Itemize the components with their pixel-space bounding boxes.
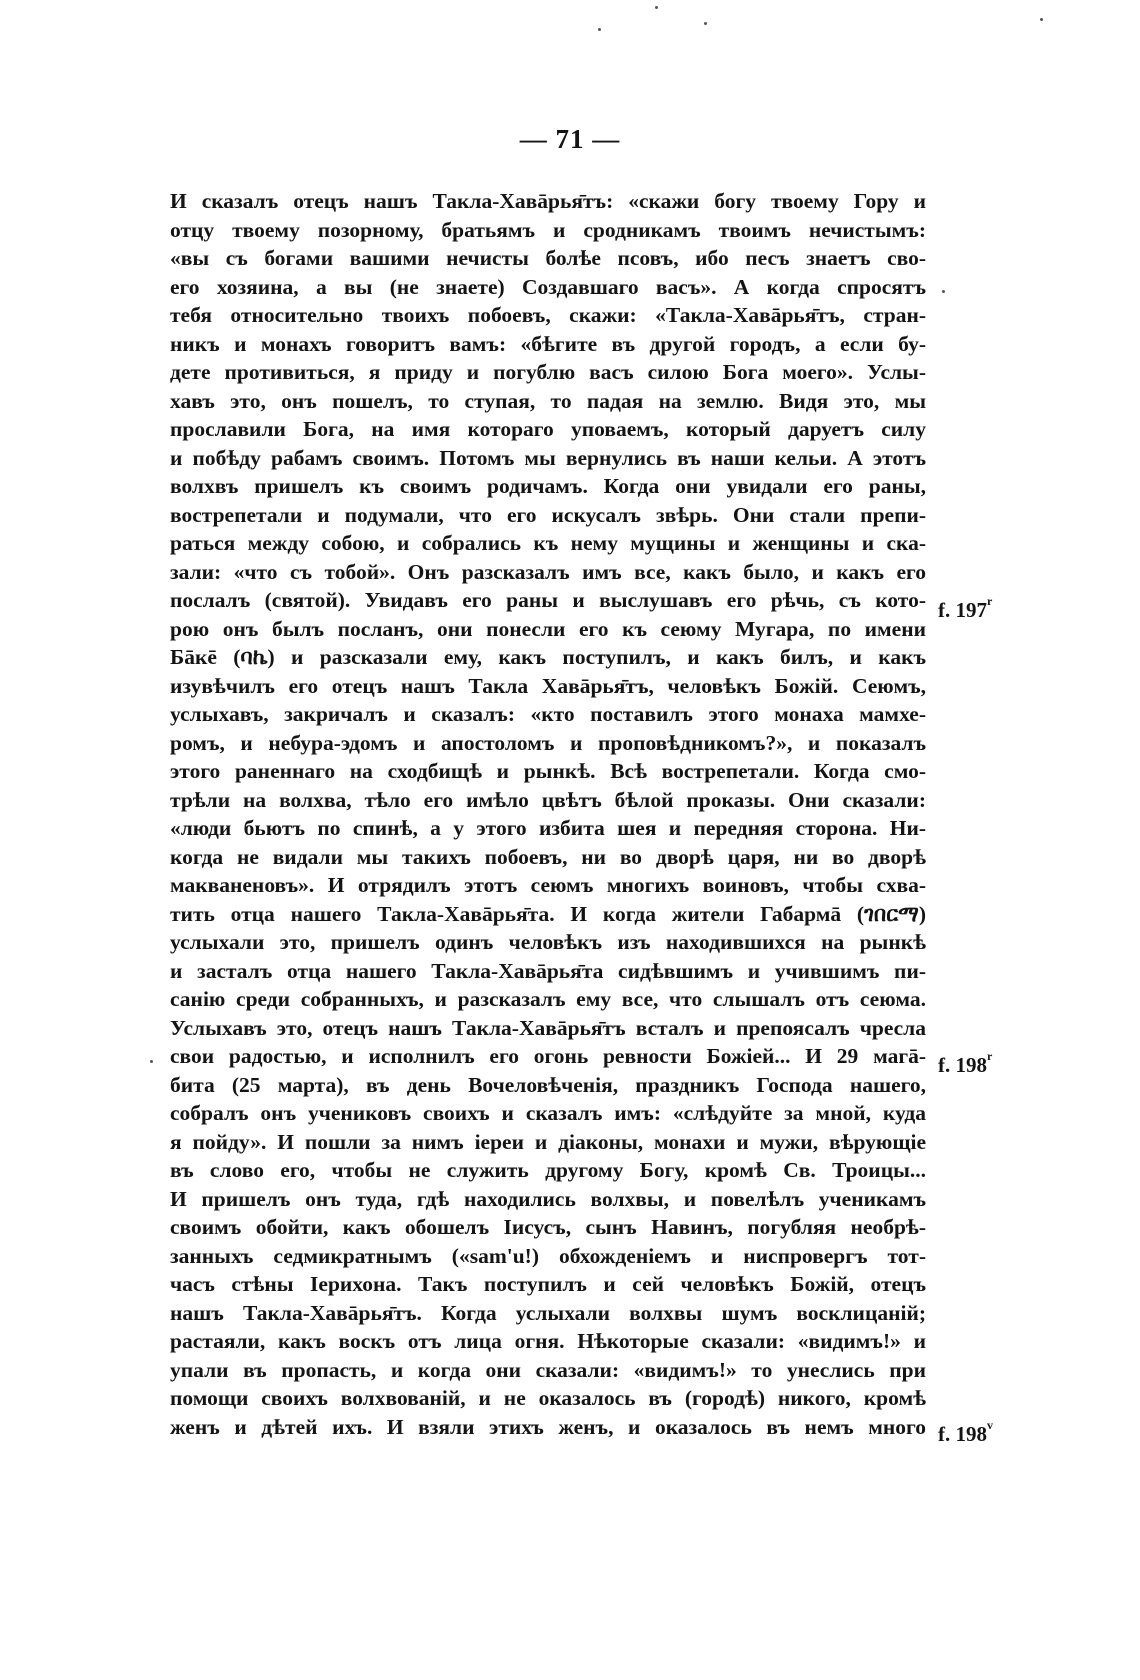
text-line: зали: «что съ тобой». Онъ разсказалъ имъ все, какъ было, и какъ его	[170, 559, 926, 584]
text-line: его хозяина, а вы (не знаете) Создавшаго васъ». А когда спросятъ	[170, 274, 926, 299]
text-line: бита (25 марта), въ день Вочеловѣченія, праздникъ Господа нашего,	[170, 1072, 926, 1097]
text-line: часъ стѣны Іерихона. Такъ поступилъ и сей человѣкъ Божій, отецъ	[170, 1272, 926, 1296]
scan-speck	[704, 22, 707, 25]
folio-marker	[938, 1418, 993, 1447]
text-line: трѣли на волхва, тѣло его имѣло цвѣтъ бѣлой проказы. Они сказали:	[170, 787, 926, 812]
text-line: вострепетали и подумали, что его искусалъ звѣрь. Они стали препи-	[170, 502, 926, 527]
text-line: послалъ (святой). Увидавъ его раны и выслушавъ его рѣчь, съ кото-	[170, 588, 926, 612]
text-line: свои радостью, и исполнилъ его огонь ревности Божіей... И 29 магā-	[170, 1044, 926, 1068]
text-line: ромъ, и небура-эдомъ и апостоломъ и проповѣдникомъ?», и показалъ	[170, 730, 926, 755]
folio-side: r	[987, 594, 993, 608]
text-line: волхвъ пришелъ къ своимъ родичамъ. Когда они увидали его раны,	[170, 474, 926, 498]
scan-speck	[1040, 18, 1043, 21]
text-line: рою онъ былъ посланъ, они понесли его къ сеюму Мугара, по имени	[170, 616, 926, 641]
text-line: услыхавъ, закричалъ и сказалъ: «кто поставилъ этого монаха мамхе-	[170, 702, 926, 726]
text-line: «вы съ богами вашими нечисты болѣе псовъ, ибо песъ знаетъ сво-	[170, 246, 926, 270]
folio-side: r	[987, 1049, 993, 1063]
text-line: растаяли, какъ воскъ отъ лица огня. Нѣкоторые сказали: «видимъ!» и	[170, 1329, 926, 1353]
body-text	[170, 187, 926, 1441]
text-line: своимъ обойти, какъ обошелъ Іисусъ, сынъ Навинъ, погубляя необрѣ-	[170, 1215, 926, 1239]
text-line: дете противиться, я приду и погублю васъ силою Бога моего». Услы-	[170, 360, 926, 384]
text-line: раться между собою, и собрались къ нему мущины и женщины и ска-	[170, 531, 926, 555]
text-line: упали въ пропасть, и когда они сказали: «видимъ!» то унеслись при	[170, 1357, 926, 1382]
text-line: тебя относительно твоихъ побоевъ, скажи: «Такла-Хавāрья̄тъ, стран-	[170, 303, 926, 327]
text-line: въ слово его, чтобы не служить другому Богу, кромѣ Св. Троицы...	[170, 1158, 926, 1182]
folio-marker	[938, 1049, 993, 1078]
text-line: собралъ онъ учениковъ своихъ и сказалъ имъ: «слѣдуйте за мной, куда	[170, 1101, 926, 1125]
text-line: отцу твоему позорному, братьямъ и сродникамъ твоимъ нечистымъ:	[170, 217, 926, 242]
text-line: И сказалъ отецъ нашъ Такла-Хавāрья̄тъ: «скажи богу твоему Гору и	[170, 189, 926, 213]
folio-label: f. 198	[938, 1053, 987, 1077]
text-line: никъ и монахъ говоритъ вамъ: «бѣгите въ другой городъ, а если бу-	[170, 331, 926, 356]
text-line: И пришелъ онъ туда, гдѣ находились волхвы, и повелѣлъ ученикамъ	[170, 1186, 926, 1211]
folio-label: f. 198	[938, 1422, 987, 1446]
text-line: этого раненнаго на сходбищѣ и рынкѣ. Всѣ вострепетали. Когда смо-	[170, 759, 926, 783]
scan-speck	[150, 1060, 153, 1063]
text-line: я пойду». И пошли за нимъ іереи и діаконы, монахи и мужи, вѣрующіе	[170, 1129, 926, 1154]
text-line: женъ и дѣтей ихъ. И взяли этихъ женъ, и оказалось въ немъ много	[170, 1414, 926, 1439]
page-number: — 71 —	[519, 124, 621, 154]
text-line: макваненовъ». И отрядилъ этотъ сеюмъ многихъ воиновъ, чтобы схва-	[170, 873, 926, 897]
folio-marker	[938, 594, 993, 623]
text-line: Бāкē (ባኬ) и разсказали ему, какъ поступилъ, и какъ билъ, и какъ	[170, 645, 926, 669]
text-line: услыхали это, пришелъ одинъ человѣкъ изъ находившихся на рынкѣ	[170, 930, 926, 954]
text-line: и засталъ отца нашего Такла-Хавāрья̄та сидѣвшимъ и учившимъ пи-	[170, 958, 926, 983]
scan-speck	[598, 28, 601, 31]
text-line: помощи своихъ волхвованій, и не оказалось въ (городѣ) никого, кромѣ	[170, 1386, 926, 1410]
text-line: изувѣчилъ его отецъ нашъ Такла Хавāрья̄тъ, человѣкъ Божій. Сеюмъ,	[170, 673, 926, 698]
scan-speck	[655, 6, 658, 9]
text-line: занныхъ седмикратнымъ («sam'u!) обхожденіемъ и ниспровергъ тот-	[170, 1243, 926, 1268]
text-line: прославили Бога, на имя котораго уповаемъ, который даруетъ силу	[170, 417, 926, 441]
text-line: хавъ это, онъ пошелъ, то ступая, то падая на землю. Видя это, мы	[170, 388, 926, 413]
scan-speck	[942, 290, 945, 293]
text-line: и побѣду рабамъ своимъ. Потомъ мы вернулись въ наши кельи. А этотъ	[170, 445, 926, 470]
text-line: тить отца нашего Такла-Хавāрья̄та. И когда жители Габармā (ገበርማ)	[170, 901, 926, 926]
folio-label: f. 197	[938, 598, 987, 622]
text-line: нашъ Такла-Хавāрья̄тъ. Когда услыхали волхвы шумъ восклицаній;	[170, 1300, 926, 1325]
text-line: Услыхавъ это, отецъ нашъ Такла-Хавāрья̄тъ всталъ и препоясалъ чресла	[170, 1015, 926, 1040]
folio-side: v	[987, 1418, 993, 1432]
text-line: когда не видали мы такихъ побоевъ, ни во дворѣ царя, ни во дворѣ	[170, 844, 926, 869]
text-line: санію среди собранныхъ, и разсказалъ ему все, что слышалъ отъ сеюма.	[170, 987, 926, 1011]
text-line: «люди бьютъ по спинѣ, а у этого избита шея и передняя сторона. Ни-	[170, 816, 926, 840]
